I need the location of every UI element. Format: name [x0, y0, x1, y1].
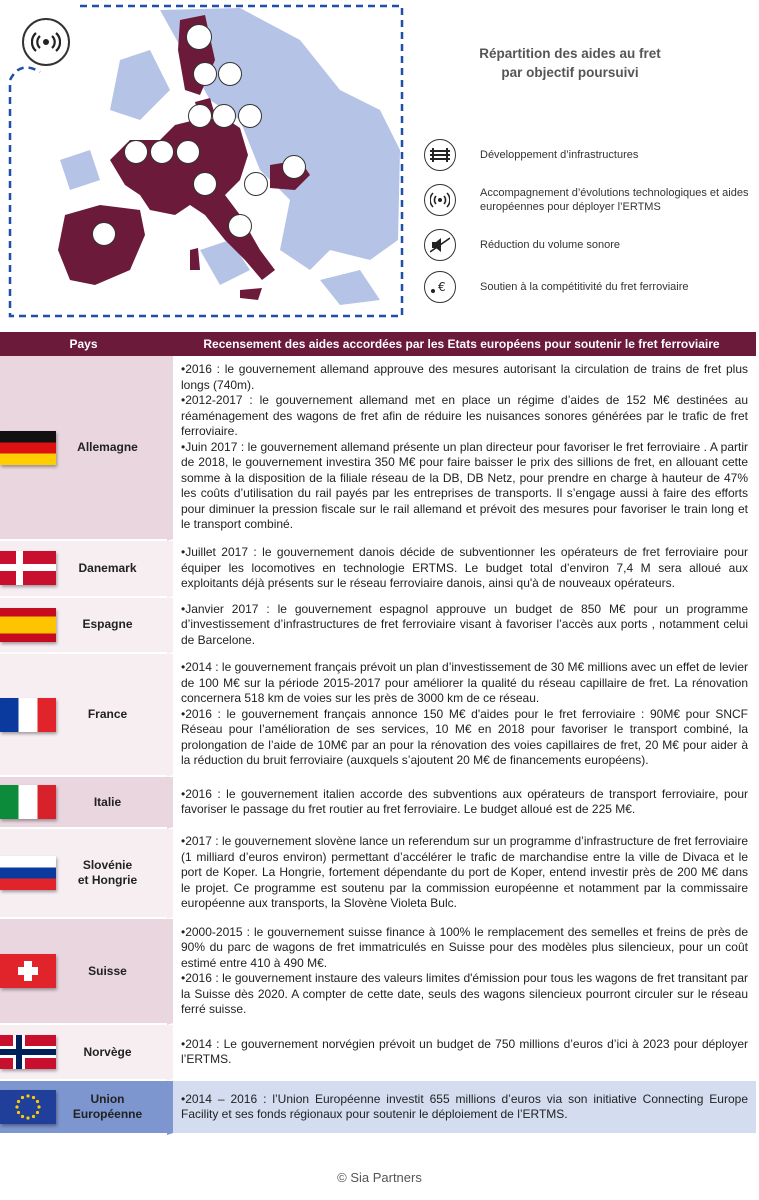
map-marker-germany3-icon — [238, 104, 262, 128]
country-name-line1: Union — [90, 1092, 125, 1106]
slovenia-flag-icon — [0, 856, 56, 890]
aid-item: •2016 : le gouvernement italien accorde des subventions aux opérateurs de transport ferroviaire, pour favoriser le passage du fret routier au fret ferroviaire. Le budget alloué est de 225 M€. — [181, 786, 748, 816]
aid-item: •2012-2017 : le gouvernement allemand met en place un régime d’aides de 152 M€ destinées au réaménagement des wagons de fret afin de réduire les nuisances sonores générées par le trafic de fret ferroviaire. — [181, 393, 748, 439]
spain-flag-icon — [0, 608, 56, 642]
legend — [424, 134, 754, 308]
copyright-footer: © Sia Partners — [337, 1170, 422, 1185]
header-description: Recensement des aides accordées par les Etats européens pour soutenir le fret ferroviaire — [167, 332, 756, 356]
aid-item: •Juillet 2017 : le gouvernement danois décide de subventionner les opérateurs de fret ferroviaire pour équiper les locomotives en technologie ERTMS. Le budget total d’environ 7,4 M sera alloué aux exploitants déjà présents sur le réseau ferroviaire danois, ainsi qu'à de nouveaux opérateurs. — [181, 545, 748, 590]
table-row — [0, 356, 756, 541]
wireless-signal-icon — [424, 184, 456, 216]
norway-flag-icon — [0, 1035, 56, 1069]
wireless-signal-icon — [22, 18, 70, 66]
aid-item: •2000-2015 : le gouvernement suisse finance à 100% le remplacement des semelles et freins de près de 90% du parc de wagons de fret immatriculés en Suisse pour des modèles plus silencieux, pour un coût estimé entre 410 à 490 M€. — [181, 924, 748, 970]
map-marker-hungary-icon — [282, 155, 306, 179]
table-row — [0, 1025, 756, 1081]
aid-item: •2016 : le gouvernement allemand approuve des mesures autorisant la circulation de trains de fret plus longs (740m). — [181, 362, 748, 392]
table-row — [0, 1081, 756, 1135]
europe-map — [0, 0, 410, 320]
table-row — [0, 541, 756, 598]
map-marker-italy-icon — [228, 214, 252, 238]
map-marker-france3-icon — [176, 140, 200, 164]
country-name — [62, 1092, 167, 1122]
map-marker-germany2-icon — [212, 104, 236, 128]
aid-item: •2016 : le gouvernement français annonce 150 M€ d'aides pour le fret ferroviaire : 90M€ pour SNCF Réseau pour l’amélioration de ses services, 10 M€ en 2018 pour favoriser le transport combiné, la prolongation de l’aide de 10M€ par an pour la rénovation des voies capillaires de fret, 20 M€ pour aider à la réduction du bruit ferroviaire (auxquels s’ajoutent 20 M€ de financements européens). — [181, 706, 748, 768]
map-marker-slovenia-icon — [244, 172, 268, 196]
table-row — [0, 598, 756, 655]
italy-flag-icon — [0, 785, 56, 819]
country-name: Suisse — [88, 963, 127, 978]
legend-item-competitivite — [424, 266, 754, 308]
table-row — [0, 829, 756, 919]
map-marker-france-icon — [124, 140, 148, 164]
aid-item: •2016 : le gouvernement instaure des valeurs limites d'émission pour tous les wagons de fret transitant par la Suisse dès 2020. A compter de cette date, seuls des wagons silencieux pourront circuler sur le réseau ferré suisse. — [181, 971, 748, 1016]
france-flag-icon — [0, 698, 56, 732]
aid-item: •2014 : Le gouvernement norvégien prévoit un budget de 750 millions d’euros d’ici à 2023 pour déployer l’ERTMS. — [181, 1036, 748, 1066]
rail-track-icon — [424, 139, 456, 171]
title-line-2: par objectif poursuivi — [501, 65, 639, 80]
infographic-title — [440, 44, 700, 82]
map-marker-france2-icon — [150, 140, 174, 164]
country-name: Norvège — [83, 1044, 132, 1059]
legend-item-infrastructures — [424, 134, 754, 176]
map-marker-denmark-icon — [193, 62, 217, 86]
table-row — [0, 654, 756, 777]
map-marker-germany-icon — [188, 104, 212, 128]
denmark-flag-icon — [0, 551, 56, 585]
country-name: Espagne — [82, 617, 133, 632]
legend-item-noise — [424, 224, 754, 266]
country-name-line1: Slovénie — [82, 858, 133, 872]
aid-item: •Juin 2017 : le gouvernement allemand présente un plan directeur pour favoriser le fret ferroviaire . A partir de 2018, le gouvernement investira 350 M€ pour faire baisser le prix des sillions de fret, en allouant cette somme à la disposition de la filiale réseau de la DB, DB Netz, pour prendre en charge à hauteur de 47% les coûts d’utilisation du rail payés par les entreprises de transports. Il s’engage aussi à faire des efforts pour diminuer la pression fiscale sur le rail allemand et prévoit des mesures pour favoriser le train long et le transport combiné. — [181, 439, 748, 532]
table-header-row — [0, 332, 756, 356]
country-name: Danemark — [78, 560, 137, 575]
legend-label: Développement d’infrastructures — [480, 149, 639, 161]
country-name: France — [87, 707, 128, 721]
map-marker-spain-icon — [92, 222, 116, 246]
table-row — [0, 919, 756, 1025]
map-marker-switzerland-icon — [193, 172, 217, 196]
svg-text:€: € — [438, 280, 446, 294]
country-name: Italie — [93, 794, 122, 809]
legend-label: Réduction du volume sonore — [480, 239, 621, 251]
legend-label: Accompagnement d’évolutions technologiques et aides européennes pour déployer l’ERTMS — [480, 187, 749, 213]
sound-reduction-icon — [424, 229, 456, 261]
switzerland-flag-icon — [0, 954, 56, 988]
euro-train-icon — [424, 271, 456, 303]
aid-item: •Janvier 2017 : le gouvernement espagnol approuve un budget de 850 M€ pour un programme d’investissement d’infrastructures de fret ferroviaire visant à favoriser l’accès aux ports , notamment celui de Barcelone. — [181, 601, 748, 647]
country-name-line2: Européenne — [72, 1107, 143, 1121]
map-marker-norway-icon — [186, 24, 212, 50]
legend-label: Soutien à la compétitivité du fret ferroviaire — [480, 281, 689, 293]
table-row — [0, 777, 756, 829]
germany-flag-icon — [0, 431, 56, 465]
map-marker-denmark2-icon — [218, 62, 242, 86]
aid-item: •2014 – 2016 : l’Union Européenne investit 655 millions d’euros via son initiative Connecting Europe Facility et ses fonds régionaux pour soutenir le déploiement de l’ERTMS. — [181, 1091, 748, 1121]
aides-table — [0, 332, 756, 1135]
aid-item: •2017 : le gouvernement slovène lance un referendum sur un programme d’infrastructure de fret ferroviaire (1 milliard d’euros environ) permettant d’accélérer le trafic de marchandise entre la ville de Divaca et le port de Koper. La Hongrie, fortement dépendante du port de Koper, entend investir près de 200 M€ dans le projet. Ce programme est soutenu par la commission européenne et notamment par la commissaire européenne aux transports, la Slovène Violeta Bulc. — [181, 834, 748, 911]
legend-item-ertms — [424, 176, 754, 224]
header-pays: Pays — [0, 332, 167, 356]
country-name — [62, 858, 167, 888]
eu-flag-icon — [0, 1090, 56, 1124]
country-name-line2: et Hongrie — [77, 873, 138, 887]
aid-item: •2014 : le gouvernement français prévoit un plan d’investissement de 30 M€ millions avec un effet de levier de 100 M€ sur la période 2015-2017 pour améliorer la qualité du réseau capillaire de fret. La rénovation concernera 518 km de voies sur les près de 3000 km de ce réseau. — [181, 660, 748, 706]
title-line-1: Répartition des aides au fret — [479, 46, 661, 61]
country-name: Allemagne — [77, 440, 138, 454]
